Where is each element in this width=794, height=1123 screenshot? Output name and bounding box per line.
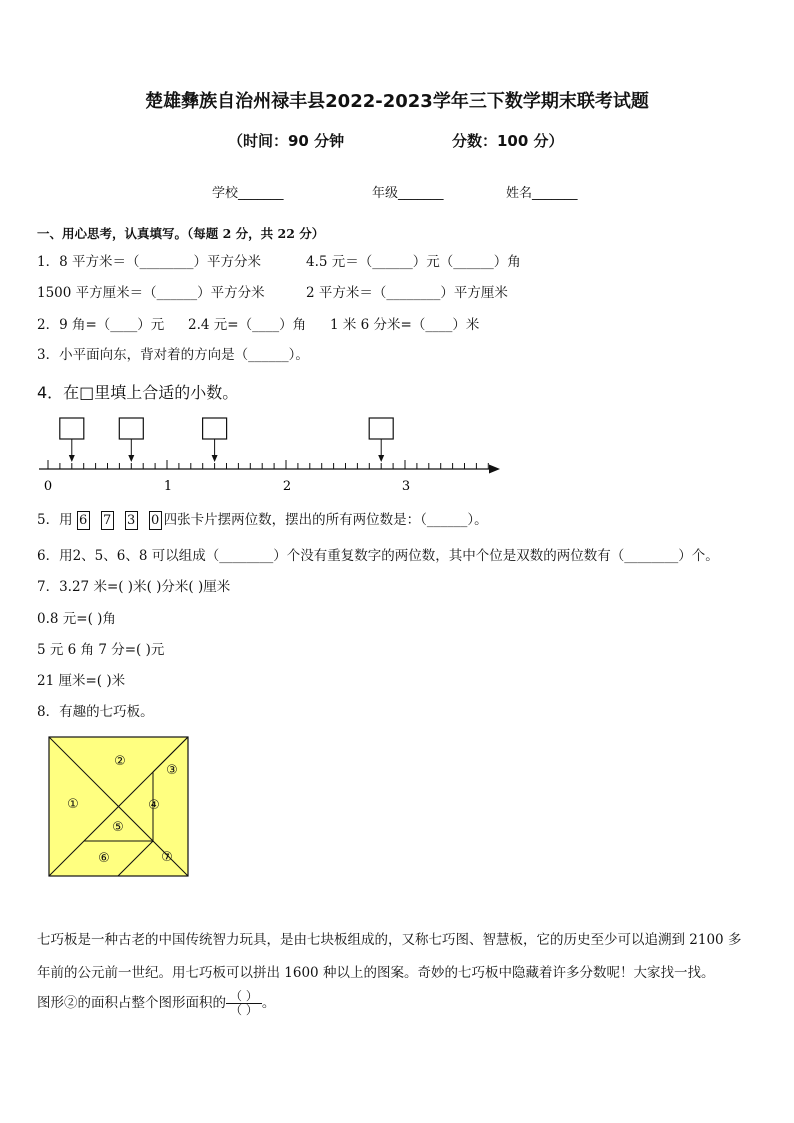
digit-card-3: 3 (125, 511, 138, 530)
question-7a: 7．3.27 米=( )米( )分米( )厘米 (37, 579, 231, 595)
question-7c: 5 元 6 角 7 分=( )元 (37, 642, 165, 658)
fraction-question-prefix: 图形②的面积占整个图形面积的 (37, 995, 226, 1011)
digit-card-7: 7 (101, 511, 114, 530)
tangram-piece-2: ② (114, 754, 126, 769)
school-field: 学校_______ (212, 186, 284, 201)
answer-box (203, 418, 227, 439)
page-title: 楚雄彝族自治州禄丰县2022-2023学年三下数学期末联考试题 (145, 91, 649, 112)
answer-box (369, 418, 393, 439)
answer-pointer-arrow (378, 455, 384, 462)
tangram-figure (48, 736, 190, 878)
tangram-piece-5: ⑤ (112, 820, 124, 835)
time-label: （时间：90 分钟 (228, 132, 345, 150)
number-line-ticks (48, 460, 488, 469)
tangram-piece-7: ⑦ (161, 850, 173, 865)
number-line (30, 412, 510, 494)
score-label: 分数：100 分） (452, 132, 564, 150)
section-heading: 一、用心思考，认真填写。（每题 2 分，共 22 分） (37, 226, 325, 241)
answer-box (60, 418, 84, 439)
question-2b: 2.4 元=（____）角 (188, 317, 307, 333)
tangram-description-line-2: 年前的公元前一世纪。用七巧板可以拼出 1600 种以上的图案。奇妙的七巧板中隐藏着许多分数呢！大家找一找。 (37, 965, 715, 981)
tangram-piece-6: ⑥ (98, 851, 110, 866)
question-7b: 0.8 元=( )角 (37, 611, 116, 627)
question-2c: 1 米 6 分米=（____）米 (330, 317, 480, 333)
question-5 (37, 508, 488, 530)
number-line-label-2: 2 (282, 479, 292, 494)
grade-field: 年级_______ (372, 186, 444, 201)
question-1d: 2 平方米＝（________）平方厘米 (306, 285, 508, 301)
number-line-label-3: 3 (401, 479, 411, 494)
answer-pointer-arrow (69, 455, 75, 462)
question-4: 4．在□里填上合适的小数。 (37, 383, 239, 402)
digit-card-0: 0 (149, 511, 162, 530)
fraction-blank (226, 990, 262, 1017)
name-field: 姓名_______ (506, 186, 578, 201)
question-3: 3．小平面向东，背对着的方向是（______）。 (37, 347, 309, 363)
answer-boxes (60, 418, 393, 462)
question-1c: 1500 平方厘米＝（______）平方分米 (37, 285, 265, 301)
tangram-piece-4: ④ (148, 798, 160, 813)
number-line-label-0: 0 (43, 479, 53, 494)
answer-pointer-arrow (128, 455, 134, 462)
digit-card-6: 6 (77, 511, 90, 530)
question-5-suffix: 四张卡片摆两位数，摆出的所有两位数是：（______）。 (163, 512, 488, 528)
question-1b: 4.5 元＝（______）元（______）角 (306, 254, 521, 270)
tangram-piece-1: ① (67, 797, 79, 812)
number-line-label-1: 1 (163, 479, 173, 494)
fraction-numerator: （ ） (226, 990, 262, 1004)
question-7d: 21 厘米=( )米 (37, 673, 126, 689)
number-line-arrow (489, 465, 500, 474)
question-8: 8．有趣的七巧板。 (37, 704, 154, 720)
fraction-denominator: （ ） (230, 1003, 258, 1017)
fraction-question-suffix: 。 (261, 995, 276, 1011)
answer-box (119, 418, 143, 439)
tangram-piece-3: ③ (166, 763, 178, 778)
question-5-prefix: 5．用 (37, 512, 73, 528)
question-1a: 1．8 平方米＝（________）平方分米 (37, 254, 261, 270)
question-2a: 2．9 角=（____）元 (37, 317, 165, 333)
tangram-description-line-1: 七巧板是一种古老的中国传统智力玩具，是由七块板组成的，又称七巧图、智慧板，它的历史至少可以追溯到 2100 多 (37, 932, 742, 948)
answer-pointer-arrow (212, 455, 218, 462)
fraction-question (37, 990, 275, 1017)
question-6: 6．用2、5、6、8 可以组成（________）个没有重复数字的两位数，其中个位是双数的两位数有（________）个。 (37, 548, 719, 564)
